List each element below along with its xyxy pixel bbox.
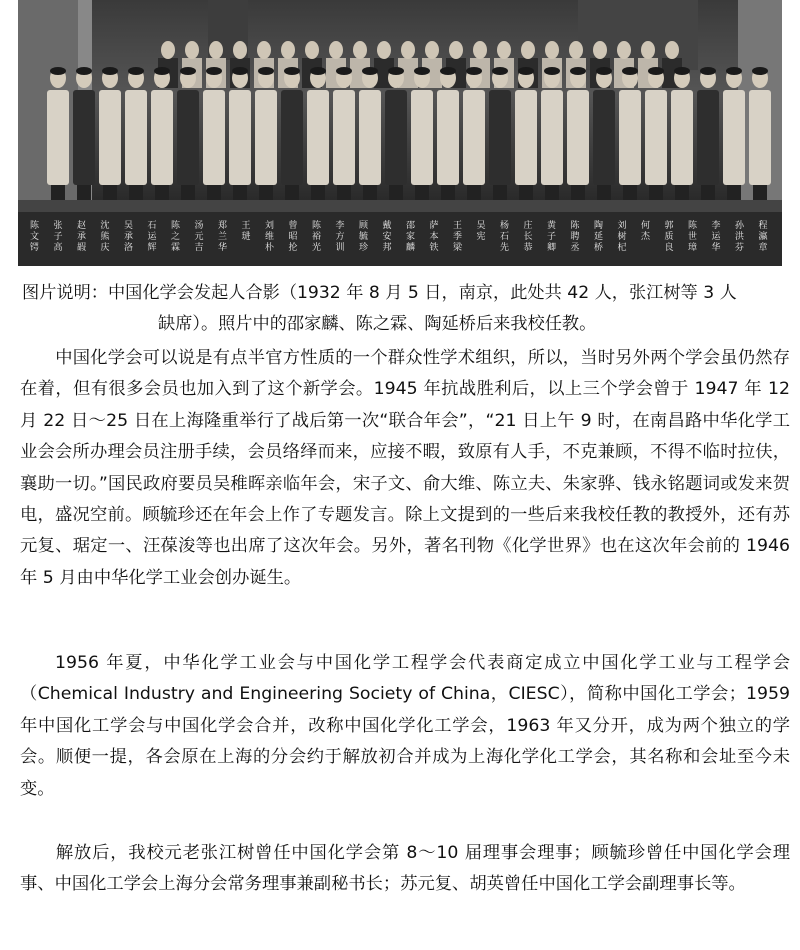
svg-text:琎: 琎 bbox=[241, 232, 251, 242]
svg-text:子: 子 bbox=[53, 232, 63, 242]
svg-text:质: 质 bbox=[664, 232, 674, 242]
svg-text:梁: 梁 bbox=[453, 243, 463, 253]
svg-text:毓: 毓 bbox=[359, 232, 369, 242]
svg-text:延: 延 bbox=[594, 232, 604, 242]
svg-text:何: 何 bbox=[641, 221, 651, 231]
svg-text:璋: 璋 bbox=[688, 243, 698, 253]
svg-text:邦: 邦 bbox=[382, 243, 392, 253]
svg-text:邵: 邵 bbox=[406, 221, 416, 231]
svg-text:聘: 聘 bbox=[570, 232, 580, 242]
svg-text:华: 华 bbox=[711, 243, 721, 253]
svg-text:杨: 杨 bbox=[500, 221, 510, 231]
svg-text:吴: 吴 bbox=[124, 221, 134, 231]
svg-text:训: 训 bbox=[335, 243, 345, 253]
svg-text:石: 石 bbox=[147, 221, 157, 231]
svg-text:陈: 陈 bbox=[171, 221, 181, 231]
svg-text:戴: 戴 bbox=[382, 221, 392, 231]
svg-text:运: 运 bbox=[147, 232, 157, 242]
paragraph-3-text: 解放后，我校元老张江树曾任中国化学会第 8～10 届理事会理事；顾毓珍曾任中国化学会理事、中国化工学会上海分会常务理事兼副秘书长；苏元复、胡英曾任中国化工学会副理事长等。 bbox=[20, 843, 790, 895]
svg-text:孙: 孙 bbox=[735, 221, 745, 231]
svg-text:陈: 陈 bbox=[312, 221, 322, 231]
svg-text:郭: 郭 bbox=[664, 221, 674, 231]
svg-text:子: 子 bbox=[547, 232, 557, 242]
svg-text:石: 石 bbox=[500, 232, 510, 242]
svg-text:陈: 陈 bbox=[570, 221, 580, 231]
svg-text:洛: 洛 bbox=[124, 243, 134, 253]
svg-text:锷: 锷 bbox=[30, 243, 40, 253]
svg-text:维: 维 bbox=[265, 232, 275, 242]
svg-text:赵: 赵 bbox=[77, 221, 87, 231]
paragraph-3 bbox=[20, 838, 790, 901]
svg-text:裕: 裕 bbox=[312, 232, 322, 242]
svg-text:李: 李 bbox=[711, 221, 721, 231]
svg-text:刘: 刘 bbox=[265, 221, 275, 231]
caption-line-1: 图片说明：中国化学会发起人合影（1932 年 8 月 5 日，南京，此处共 42 人，张江树等 3 人 bbox=[22, 283, 737, 303]
svg-text:庄: 庄 bbox=[523, 221, 533, 231]
svg-text:陈: 陈 bbox=[30, 221, 40, 231]
svg-text:家: 家 bbox=[406, 232, 416, 242]
svg-text:曾: 曾 bbox=[288, 221, 298, 231]
svg-text:吴: 吴 bbox=[476, 221, 486, 231]
svg-text:程: 程 bbox=[758, 221, 768, 231]
svg-text:郑: 郑 bbox=[218, 221, 228, 231]
svg-text:麟: 麟 bbox=[406, 243, 416, 253]
svg-text:珍: 珍 bbox=[359, 243, 369, 253]
svg-text:陈: 陈 bbox=[688, 221, 698, 231]
svg-text:张: 张 bbox=[53, 221, 63, 231]
svg-text:光: 光 bbox=[312, 243, 322, 253]
svg-text:承: 承 bbox=[77, 232, 87, 242]
svg-text:元: 元 bbox=[194, 232, 204, 242]
group-photo bbox=[18, 0, 782, 266]
svg-text:洪: 洪 bbox=[735, 232, 745, 242]
svg-text:丞: 丞 bbox=[570, 243, 580, 253]
svg-text:庆: 庆 bbox=[100, 243, 110, 253]
svg-text:抡: 抡 bbox=[288, 243, 298, 253]
svg-text:安: 安 bbox=[382, 232, 392, 242]
svg-text:芬: 芬 bbox=[735, 243, 745, 253]
svg-text:辉: 辉 bbox=[147, 243, 157, 253]
svg-text:嘏: 嘏 bbox=[77, 243, 87, 253]
svg-text:树: 树 bbox=[617, 232, 627, 242]
svg-text:黄: 黄 bbox=[547, 221, 557, 231]
svg-text:先: 先 bbox=[500, 243, 510, 253]
svg-text:宪: 宪 bbox=[476, 232, 486, 242]
svg-text:朴: 朴 bbox=[265, 243, 275, 253]
svg-text:卿: 卿 bbox=[547, 243, 557, 253]
svg-text:王: 王 bbox=[453, 221, 463, 231]
svg-text:运: 运 bbox=[711, 232, 721, 242]
svg-text:熊: 熊 bbox=[100, 232, 110, 242]
paragraph-1-text: 中国化学会可以说是有点半官方性质的一个群众性学术组织，所以，当时另外两个学会虽仍然存在着，但有很多会员也加入到了这个新学会。1945 年抗战胜利后，以上三个学会曾于 1947 年 12 月 22 日～25 日在上海隆重举行了战后第一次“联合年会”，“21 日上午 9 时，在南昌路中华化学工业会会所办理会员注册手续，会员络绎而来，应接不暇，致原有人手，不克兼顾，不得不临时拉伕，襄助一切。”国民政府要员吴稚晖亲临年会，宋子文、俞大维、陈立夫、朱家骅、钱永铭题词或发来贺电，盛况空前。顾毓珍还在年会上作了专题发言。除上文提到的一些后来我校任教的教授外，还有苏元复、琚定一、汪葆浚等也出席了这次年会。另外，著名刊物《化学世界》也在这次年会前的 1946 年 5 月由中华化学工业会创办诞生。 bbox=[20, 348, 790, 588]
svg-text:杞: 杞 bbox=[617, 243, 627, 253]
svg-text:季: 季 bbox=[453, 232, 463, 242]
group-photo-image bbox=[18, 0, 782, 266]
svg-text:本: 本 bbox=[429, 232, 439, 242]
paragraph-2 bbox=[20, 648, 790, 805]
svg-text:承: 承 bbox=[124, 232, 134, 242]
svg-text:吉: 吉 bbox=[194, 243, 204, 253]
svg-text:杰: 杰 bbox=[641, 232, 651, 242]
svg-text:兰: 兰 bbox=[218, 232, 228, 242]
svg-text:恭: 恭 bbox=[523, 243, 533, 253]
svg-text:长: 长 bbox=[523, 232, 533, 242]
svg-text:陶: 陶 bbox=[594, 221, 604, 231]
svg-text:刘: 刘 bbox=[617, 221, 627, 231]
paragraph-2-text: 1956 年夏，中华化学工业会与中国化学工程学会代表商定成立中国化学工业与工程学会（Chemical Industry and Engineering Society of China，CIESC），简称中国化工学会；1959 年中国化工学会与中国化学会合并，改称中国化学化工学会，1963 年又分开，成为两个独立的学会。顺便一提，各会原在上海的分会约于解放初合并成为上海化学化工学会，其名称和会址至今未变。 bbox=[20, 653, 790, 799]
svg-text:章: 章 bbox=[758, 243, 768, 253]
paragraph-1 bbox=[20, 343, 790, 594]
svg-text:华: 华 bbox=[218, 243, 228, 253]
svg-text:沈: 沈 bbox=[100, 221, 110, 231]
svg-text:霖: 霖 bbox=[171, 243, 181, 253]
svg-text:王: 王 bbox=[241, 221, 251, 231]
svg-text:世: 世 bbox=[688, 232, 698, 242]
caption-line-2: 缺席）。照片中的邵家麟、陈之霖、陶延桥后来我校任教。 bbox=[158, 314, 597, 334]
svg-text:萨: 萨 bbox=[429, 221, 439, 231]
svg-text:汤: 汤 bbox=[194, 221, 204, 231]
svg-text:瀛: 瀛 bbox=[758, 232, 768, 242]
svg-text:良: 良 bbox=[664, 243, 674, 253]
svg-text:铁: 铁 bbox=[429, 243, 439, 253]
svg-text:高: 高 bbox=[53, 243, 63, 253]
svg-text:李: 李 bbox=[335, 221, 345, 231]
svg-text:方: 方 bbox=[335, 232, 345, 242]
svg-text:顾: 顾 bbox=[359, 221, 369, 231]
svg-text:桥: 桥 bbox=[594, 243, 604, 253]
svg-text:之: 之 bbox=[171, 232, 181, 242]
svg-text:昭: 昭 bbox=[288, 232, 298, 242]
svg-text:文: 文 bbox=[30, 232, 40, 242]
